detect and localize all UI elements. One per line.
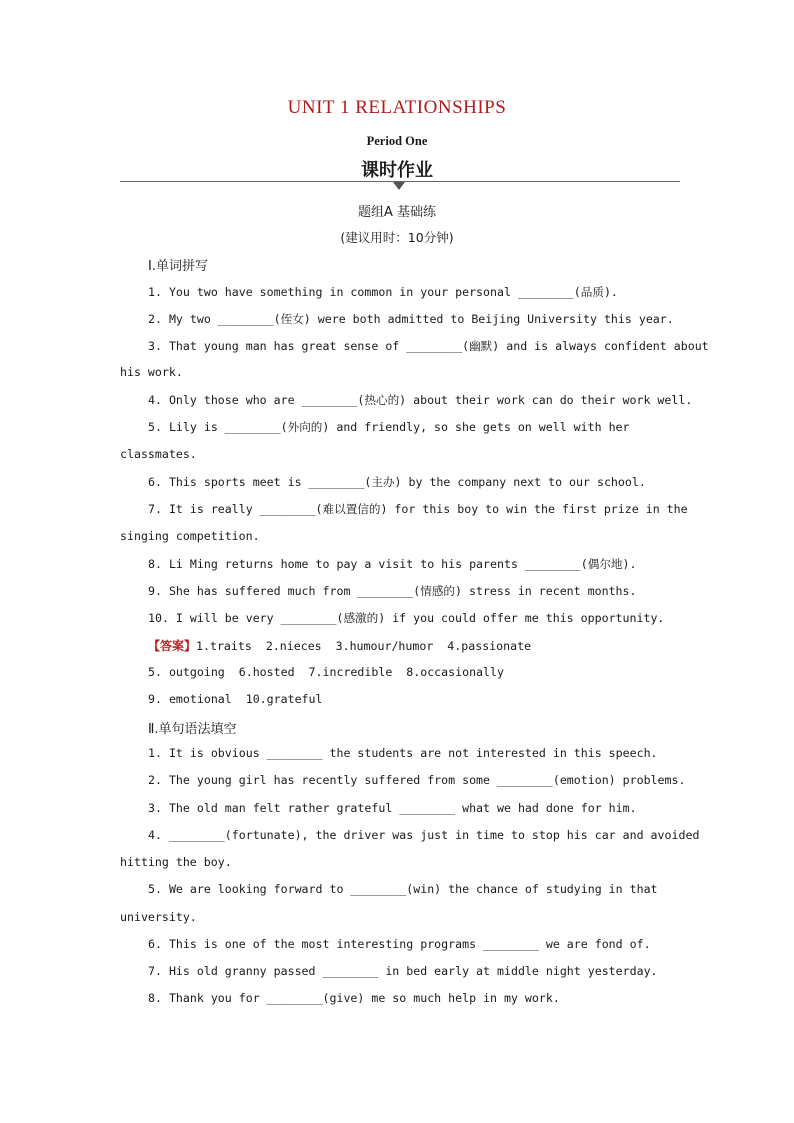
question-line: 5. We are looking forward to ________(win) the chance of studying in that [148,882,658,896]
suggested-time: (建议用时：10分钟) [340,230,454,245]
question-line: 10. I will be very ________(感激的) if you could offer me this opportunity. [148,611,665,625]
section-2-title: Ⅱ.单句语法填空 [148,722,237,737]
period-subtitle: Period One [366,134,428,148]
question-line: 4. Only those who are ________(热心的) about their work can do their work well. [148,393,693,407]
question-line: 8. Li Ming returns home to pay a visit to his parents ________(偶尔地). [148,557,637,571]
question-line: classmates. [120,447,197,461]
question-line: 8. Thank you for ________(give) me so much help in my work. [148,991,560,1005]
question-line: 6. This is one of the most interesting programs ________ we are fond of. [148,937,651,951]
answer-line [148,637,531,654]
question-line: 2. The young girl has recently suffered from some ________(emotion) problems. [148,773,686,787]
question-line: 2. My two ________(侄女) were both admitted to Beijing University this year. [148,312,674,326]
question-line: 3. The old man felt rather grateful ________ what we had done for him. [148,801,637,815]
answer-text: 1.traits 2.nieces 3.humour/humor 4.passionate [196,639,532,653]
question-line: 7. His old granny passed ________ in bed early at middle night yesterday. [148,964,658,978]
question-line: 6. This sports meet is ________(主办) by the company next to our school. [148,475,646,489]
section-1-title: Ⅰ.单词拼写 [148,259,208,274]
question-line: 4. ________(fortunate), the driver was just in time to stop his car and avoided [148,828,700,842]
question-line: 9. She has suffered much from ________(情感的) stress in recent months. [148,584,637,598]
question-line: 1. You two have something in common in your personal ________(品质). [148,285,618,299]
question-line: hitting the boy. [120,855,232,869]
question-line: his work. [120,365,183,379]
answer-line: 9. emotional 10.grateful [148,692,323,706]
question-line: singing competition. [120,529,260,543]
exercise-group-title: 题组A 基础练 [357,205,437,220]
question-line: university. [120,910,197,924]
question-line: 7. It is really ________(难以置信的) for this boy to win the first prize in the [148,502,688,516]
question-line: 5. Lily is ________(外向的) and friendly, so she gets on well with her [148,420,630,434]
answer-label: 【答案】 [148,639,197,653]
triangle-down-icon [393,182,405,190]
homework-heading: 课时作业 [361,160,433,181]
question-line: 3. That young man has great sense of ________(幽默) and is always confident about [148,339,709,353]
answer-line: 5. outgoing 6.hosted 7.incredible 8.occasionally [148,665,504,679]
question-line: 1. It is obvious ________ the students are not interested in this speech. [148,746,658,760]
unit-title: UNIT 1 RELATIONSHIPS [287,97,507,118]
